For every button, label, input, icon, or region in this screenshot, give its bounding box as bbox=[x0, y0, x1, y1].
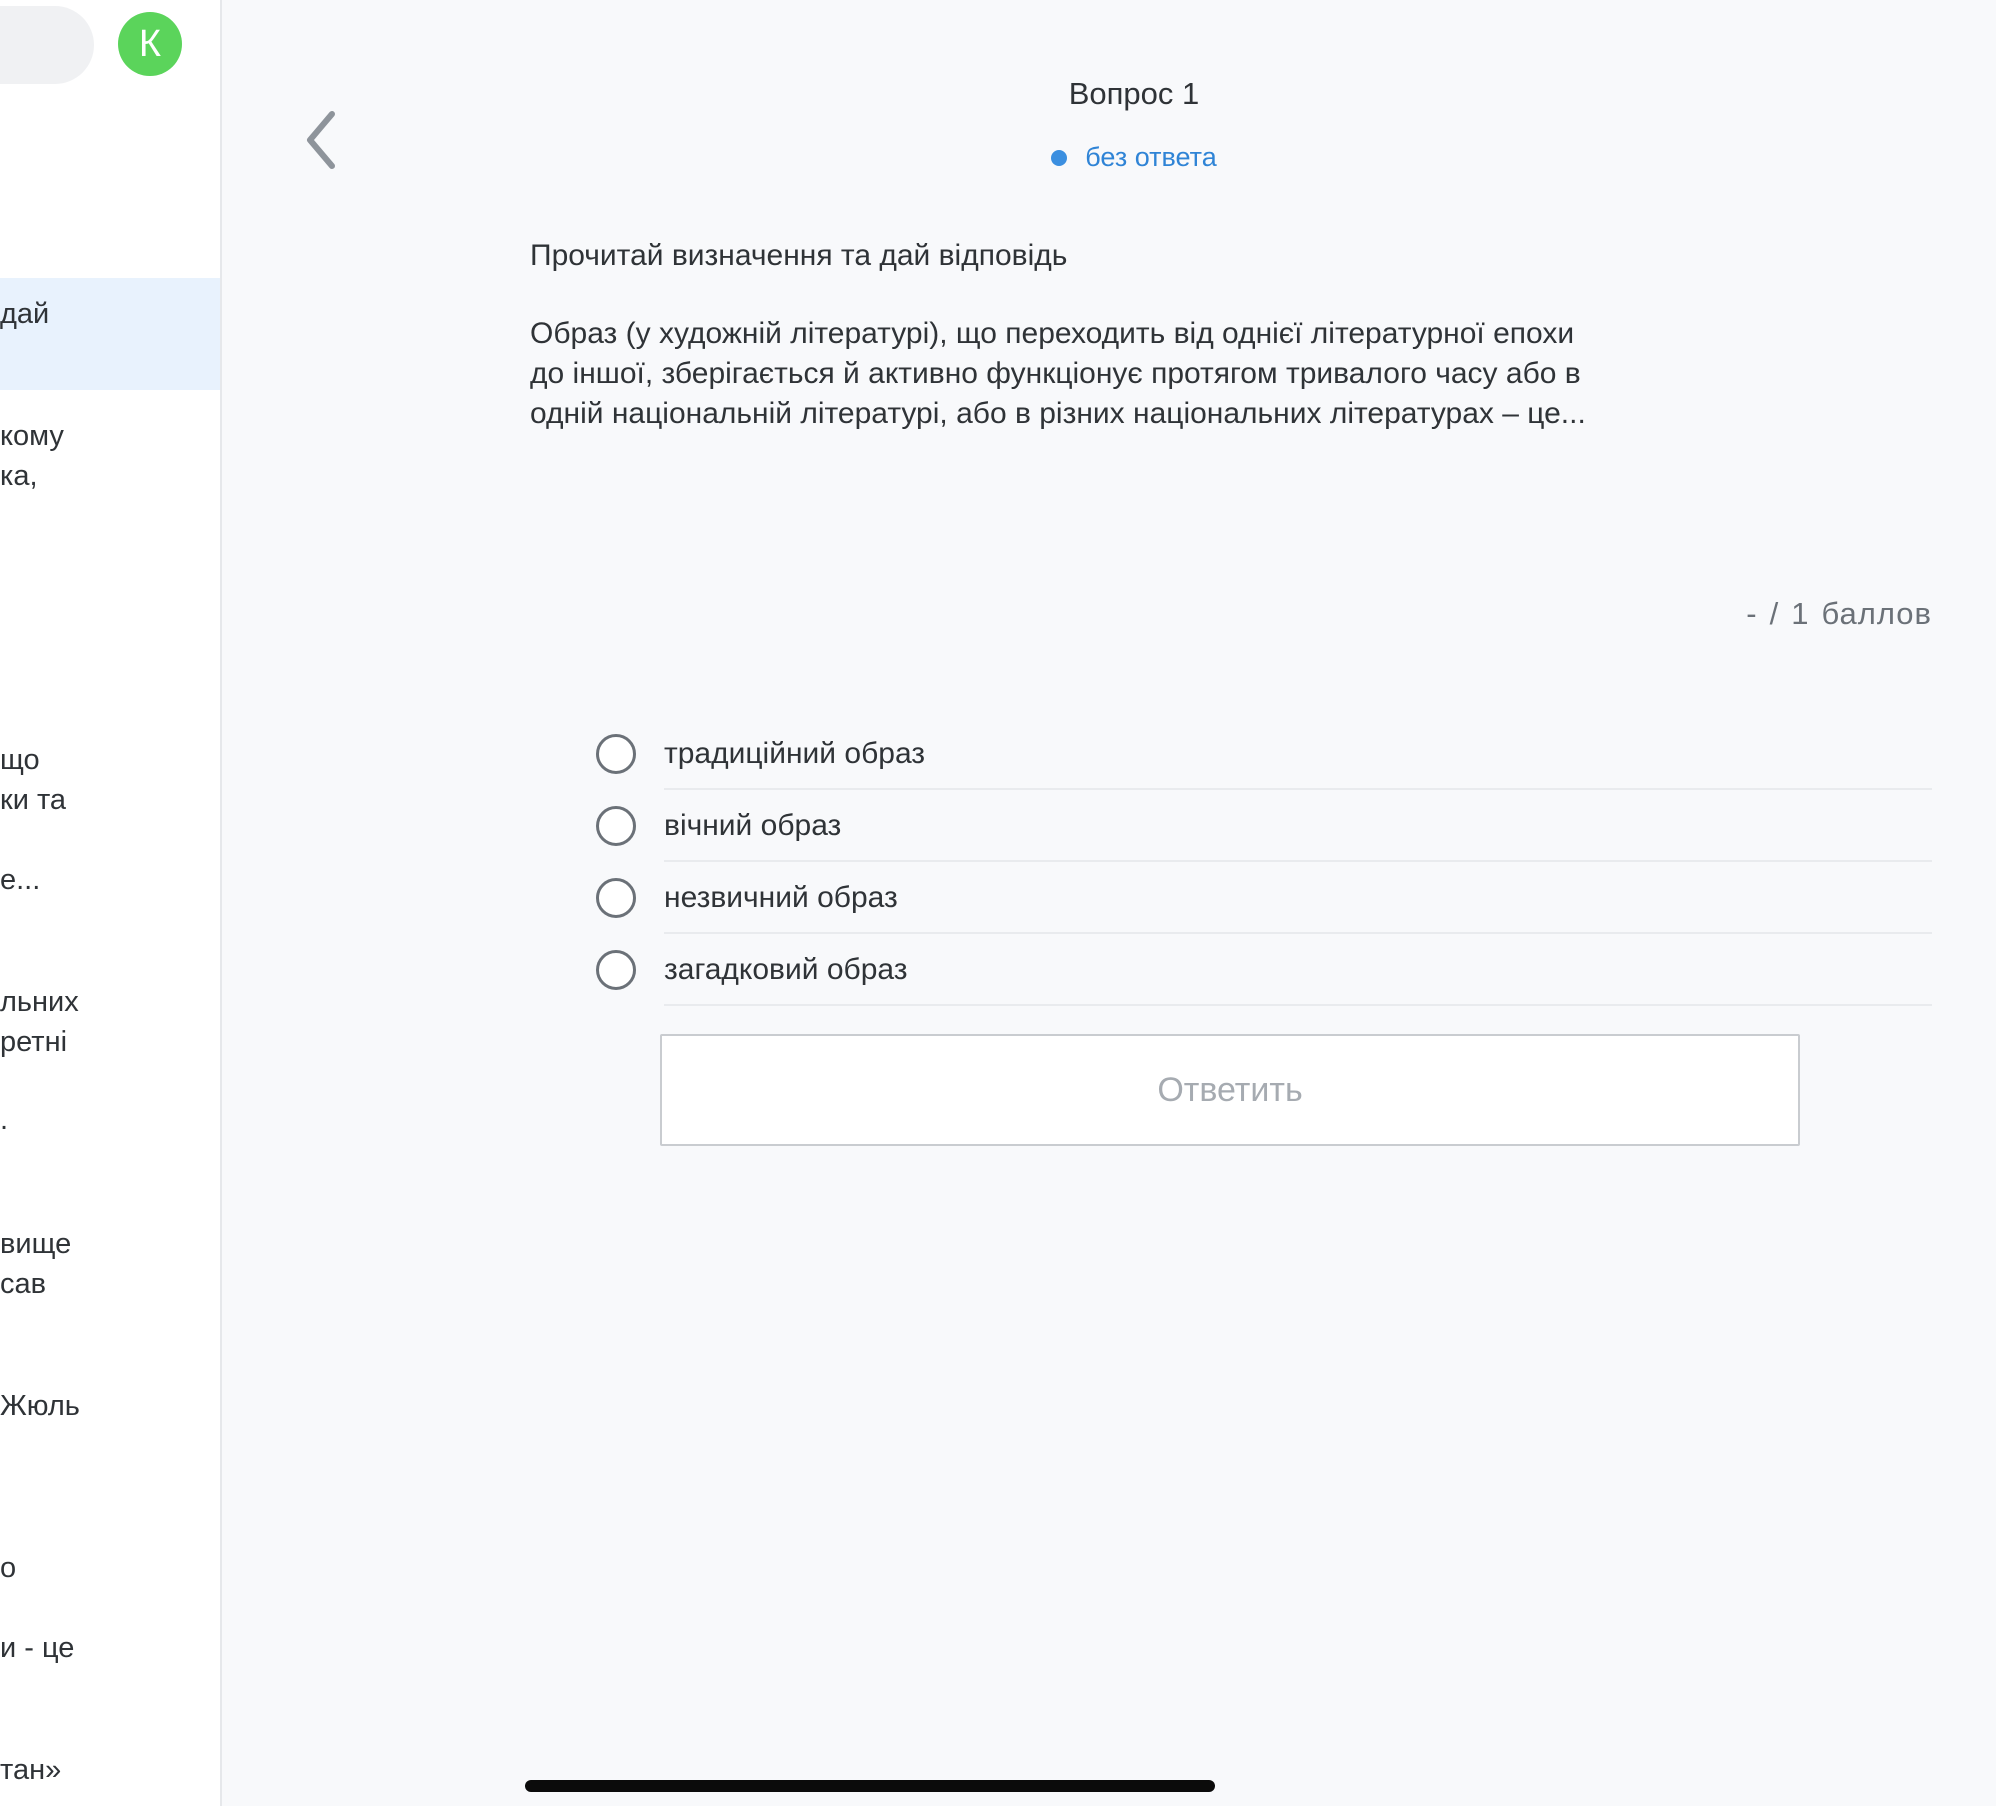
points-unit: баллов bbox=[1821, 596, 1932, 631]
sidebar-item-question-11[interactable]: тан» bbox=[0, 1754, 62, 1786]
question-title: Вопрос 1 bbox=[1068, 76, 1200, 111]
sidebar-item-question-10[interactable]: и - це bbox=[0, 1632, 75, 1664]
sidebar-item-question-4[interactable]: е... bbox=[0, 864, 41, 896]
question-text: Образ (у художній літературі), що переходить від однієї літературної епохи до іншої, зберігається й активно функціонує протягом тривалого часу або в одній національній літературі, або в різних національних літературах – це... bbox=[530, 317, 1586, 430]
answer-option[interactable] bbox=[596, 862, 1932, 934]
sidebar-item-question-6[interactable]: . bbox=[0, 1104, 9, 1136]
status-dot-icon bbox=[1051, 150, 1067, 166]
question-panel bbox=[224, 0, 1996, 1806]
question-instruction: Прочитай визначення та дай відповідь bbox=[530, 239, 1068, 272]
status-label: без ответа bbox=[1085, 142, 1217, 172]
answer-status bbox=[794, 142, 1474, 173]
points-separator: / bbox=[1769, 596, 1780, 631]
sidebar-item-question-1[interactable]: дай bbox=[0, 278, 222, 390]
sidebar-item-question-7[interactable]: вище сав bbox=[0, 1228, 72, 1300]
option-label: загадковий образ bbox=[664, 934, 1932, 1006]
sidebar-item-question-8[interactable]: Жюль bbox=[0, 1390, 80, 1422]
answer-option[interactable] bbox=[596, 934, 1932, 1006]
back-arrow-icon[interactable] bbox=[300, 108, 344, 172]
submit-answer-button[interactable]: Ответить bbox=[660, 1034, 1800, 1146]
home-indicator bbox=[525, 1780, 1215, 1792]
radio-button[interactable] bbox=[596, 878, 636, 918]
option-label: вічний образ bbox=[664, 790, 1932, 862]
sidebar-item-question-3[interactable]: що ки та bbox=[0, 744, 67, 816]
answer-options bbox=[596, 718, 1932, 1006]
option-label: традиційний образ bbox=[664, 718, 1932, 790]
answer-option[interactable] bbox=[596, 718, 1932, 790]
avatar[interactable]: К bbox=[118, 12, 182, 76]
answer-option[interactable] bbox=[596, 790, 1932, 862]
points-max: 1 bbox=[1791, 596, 1810, 631]
radio-button[interactable] bbox=[596, 734, 636, 774]
sidebar bbox=[0, 0, 222, 1806]
option-label: незвичний образ bbox=[664, 862, 1932, 934]
radio-button[interactable] bbox=[596, 950, 636, 990]
radio-button[interactable] bbox=[596, 806, 636, 846]
sidebar-item-question-2[interactable]: кому ка, bbox=[0, 420, 64, 492]
sidebar-item-question-5[interactable]: льних ретні bbox=[0, 986, 79, 1058]
sidebar-item-question-9[interactable]: о bbox=[0, 1552, 17, 1584]
points-indicator bbox=[1734, 596, 1932, 632]
sidebar-question-list bbox=[0, 0, 222, 1806]
points-score: - bbox=[1746, 596, 1758, 631]
